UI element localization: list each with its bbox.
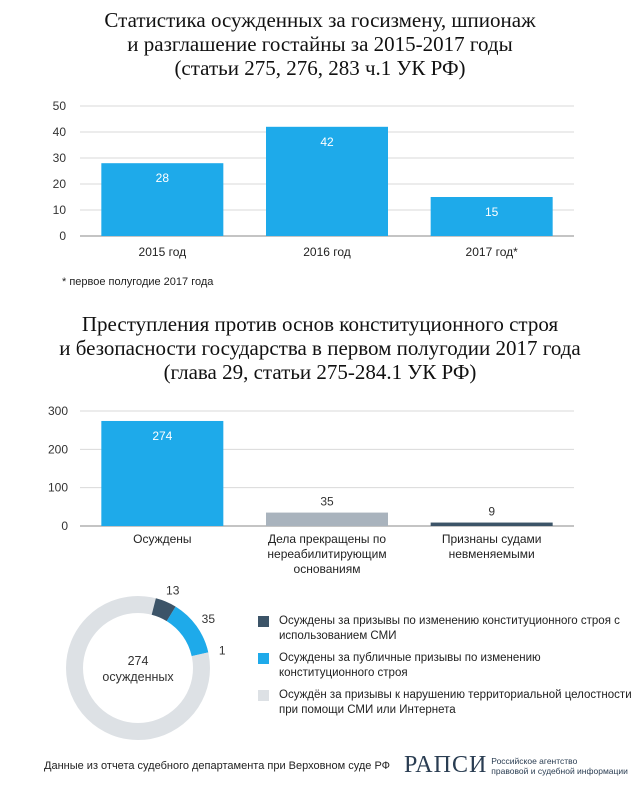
bar (266, 513, 388, 526)
logo-subtitle (491, 756, 628, 776)
chart1-bar-chart (0, 90, 640, 270)
x-tick-label-line: нереабилитирующим (267, 547, 387, 561)
legend-swatch-light (258, 690, 269, 701)
chart2-title-line: (глава 29, статьи 275-284.1 УК РФ) (163, 360, 477, 384)
chart1-title-line: и разглашение гостайны за 2015-2017 годы (127, 32, 513, 56)
donut-chart (40, 583, 260, 748)
y-tick-label: 100 (47, 480, 68, 495)
x-tick-label-line: основаниям (293, 562, 361, 576)
y-tick-label: 30 (52, 151, 66, 165)
legend-item (258, 688, 638, 718)
chart2-bar-chart (0, 395, 640, 595)
chart2-title-line: и безопасности государства в первом полугодии 2017 года (59, 336, 581, 360)
legend-swatch-blue (258, 653, 269, 664)
chart1-title (0, 8, 640, 80)
y-tick-label: 0 (61, 519, 68, 533)
bar-value-label: 9 (488, 504, 496, 519)
legend-label: Осуждены за призывы по изменению конституционного строя с использованием СМИ (279, 615, 620, 642)
chart1-footnote: * первое полугодие 2017 года (62, 276, 214, 288)
x-tick-label: 2015 год (138, 245, 187, 259)
legend-swatch-dark (258, 616, 269, 627)
donut-center-value: 274 (127, 654, 149, 668)
legend-label: Осуждены за публичные призывы по изменению конституционного строя (279, 652, 541, 679)
y-tick-label: 200 (47, 442, 68, 457)
bar-value-label: 274 (152, 428, 173, 443)
donut-slice (171, 614, 200, 654)
rapsi-logo (404, 752, 628, 779)
chart2-title (0, 312, 640, 384)
logo-subtitle-line: правовой и судебной информации (491, 765, 628, 776)
y-tick-label: 40 (52, 125, 66, 139)
legend-label: Осуждён за призывы к нарушению территориальной целостности при помощи СМИ или Интернета (279, 689, 632, 716)
y-tick-label: 0 (59, 229, 66, 243)
donut-slice-label: 13 (166, 583, 180, 598)
donut-slice-label: 35 (201, 612, 216, 627)
chart1-title-line: (статьи 275, 276, 283 ч.1 УК РФ) (174, 56, 466, 80)
chart1-title-line: Статистика осужденных за госизмену, шпионаж (104, 8, 536, 32)
x-tick-label (442, 532, 542, 561)
bar-value-label: 15 (484, 205, 499, 219)
x-tick-label-line: Осуждены (133, 532, 192, 546)
bar (431, 523, 553, 526)
source-note: Данные из отчета судебного департамента при Верховном суде РФ (44, 760, 391, 772)
donut-slice (154, 606, 171, 613)
logo-subtitle-line: Российское агентство (491, 755, 578, 766)
bar-value-label: 42 (320, 134, 334, 149)
logo-wordmark: РАПСИ (404, 752, 488, 778)
y-tick-label: 10 (52, 203, 66, 217)
y-tick-label: 20 (52, 177, 66, 191)
x-tick-label-line: невменяемыми (448, 547, 535, 561)
bar-value-label: 35 (320, 494, 334, 509)
x-tick-label: 2016 год (303, 245, 351, 259)
legend-item (258, 614, 638, 644)
x-tick-label: 2017 год* (465, 245, 518, 259)
legend-item (258, 651, 638, 681)
x-tick-label-line: Признаны судами (441, 532, 542, 546)
x-tick-label (267, 532, 386, 576)
bar-value-label: 28 (155, 171, 170, 186)
x-tick-label (133, 532, 191, 546)
donut-slice-label: 1 (218, 643, 226, 658)
y-tick-label: 300 (47, 404, 68, 418)
donut-center-label: осужденных (102, 670, 174, 684)
x-tick-label-line: Дела прекращены по (267, 532, 387, 546)
y-tick-label: 50 (52, 99, 66, 113)
donut-legend (258, 614, 638, 725)
chart2-title-line: Преступления против основ конституционного строя (81, 312, 559, 336)
